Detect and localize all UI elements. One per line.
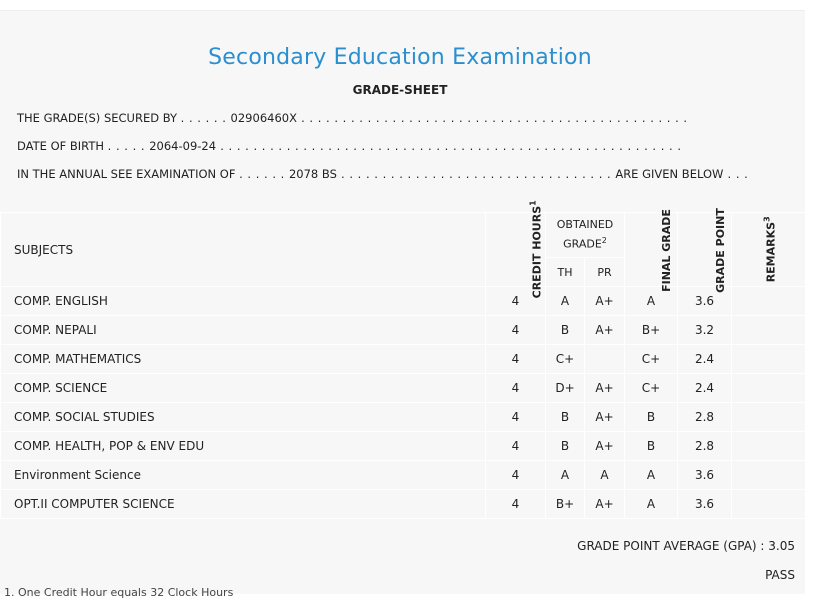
remarks-cell (732, 374, 806, 403)
grade-point-cell: 2.8 (678, 403, 732, 432)
secured-by-line: THE GRADE(S) SECURED BY . . . . . . 02906460X . . . . . . . . . . . . . . . . . . . . . . . . . . . . . . . . . . . . . . . . . . . . . . . (17, 111, 688, 125)
secured-by-label: THE GRADE(S) SECURED BY (17, 111, 178, 125)
final-grade-cell: A (625, 287, 678, 316)
th-grade-cell: B (546, 432, 585, 461)
exam-suffix: ARE GIVEN BELOW (615, 167, 724, 181)
grade-point-cell: 3.2 (678, 316, 732, 345)
gpa-line (577, 539, 795, 553)
th-grade-cell: A (546, 287, 585, 316)
table-row (1, 316, 806, 345)
subjects-header: SUBJECTS (1, 213, 486, 287)
dob-value: 2064-09-24 (149, 139, 217, 153)
remarks-cell (732, 432, 806, 461)
gpa-label: GRADE POINT AVERAGE (GPA) : (577, 539, 765, 553)
th-grade-cell: B (546, 316, 585, 345)
pr-grade-cell: A+ (585, 490, 625, 519)
credit-hours-header: CREDIT HOURS$^1$ (486, 213, 546, 287)
table-row (1, 403, 806, 432)
dob-label: DATE OF BIRTH (17, 139, 105, 153)
pr-grade-cell: A+ (585, 403, 625, 432)
credit-cell: 4 (486, 374, 546, 403)
th-header: TH (546, 258, 585, 287)
final-grade-cell: B (625, 403, 678, 432)
pr-grade-cell: A+ (585, 432, 625, 461)
grade-point-header: GRADE POINT (678, 213, 732, 287)
table-row (1, 374, 806, 403)
subject-cell: COMP. HEALTH, POP & ENV EDU (1, 432, 486, 461)
subject-cell: OPT.II COMPUTER SCIENCE (1, 490, 486, 519)
grade-point-cell: 3.6 (678, 287, 732, 316)
grades-table (0, 199, 806, 519)
credit-cell: 4 (486, 287, 546, 316)
pr-grade-cell (585, 345, 625, 374)
credit-cell: 4 (486, 316, 546, 345)
pr-header: PR (585, 258, 625, 287)
exam-title: Secondary Education Examination (208, 45, 592, 70)
credit-cell: 4 (486, 345, 546, 374)
grade-point-cell: 3.6 (678, 490, 732, 519)
remarks-cell (732, 316, 806, 345)
subject-cell: Environment Science (1, 461, 486, 490)
grade-point-cell: 3.6 (678, 461, 732, 490)
subject-cell: COMP. SCIENCE (1, 374, 486, 403)
table-row (1, 432, 806, 461)
remarks-cell (732, 287, 806, 316)
final-grade-header: FINAL GRADE (625, 213, 678, 287)
th-grade-cell: B (546, 403, 585, 432)
symbol-number: 02906460X (230, 111, 297, 125)
remarks-cell (732, 345, 806, 374)
exam-line: IN THE ANNUAL SEE EXAMINATION OF . . . . . . 2078 BS . . . . . . . . . . . . . . . . . . . . . . . . . . . . . . . . . ARE GIVEN BELOW . . . (17, 167, 749, 181)
pr-grade-cell: A+ (585, 374, 625, 403)
remarks-header: REMARKS$^3$ (732, 213, 806, 287)
subject-cell: COMP. MATHEMATICS (1, 345, 486, 374)
final-grade-cell: B+ (625, 316, 678, 345)
credit-cell: 4 (486, 461, 546, 490)
remarks-cell (732, 461, 806, 490)
pr-grade-cell: A (585, 461, 625, 490)
credit-cell: 4 (486, 403, 546, 432)
subject-cell: COMP. SOCIAL STUDIES (1, 403, 486, 432)
th-grade-cell: B+ (546, 490, 585, 519)
grade-point-cell: 2.4 (678, 345, 732, 374)
obtained-grade-header: OBTAINED GRADE$^2$ (546, 213, 625, 258)
result-status: PASS (765, 568, 795, 582)
sheet-title: GRADE-SHEET (352, 83, 448, 97)
grade-sheet (0, 10, 805, 594)
exam-year: 2078 BS (288, 167, 337, 181)
pr-grade-cell: A+ (585, 287, 625, 316)
gpa-value: 3.05 (768, 539, 795, 553)
table-row (1, 490, 806, 519)
table-row (1, 345, 806, 374)
final-grade-cell: A (625, 490, 678, 519)
remarks-cell (732, 403, 806, 432)
table-row (1, 287, 806, 316)
subject-cell: COMP. NEPALI (1, 316, 486, 345)
table-row (1, 461, 806, 490)
remarks-cell (732, 490, 806, 519)
credit-cell: 4 (486, 490, 546, 519)
th-grade-cell: C+ (546, 345, 585, 374)
final-grade-cell: C+ (625, 374, 678, 403)
exam-label: IN THE ANNUAL SEE EXAMINATION OF (17, 167, 236, 181)
subject-cell: COMP. ENGLISH (1, 287, 486, 316)
footnote: 1. One Credit Hour equals 32 Clock Hours (4, 586, 234, 599)
grade-point-cell: 2.4 (678, 374, 732, 403)
final-grade-cell: C+ (625, 345, 678, 374)
dob-line: DATE OF BIRTH . . . . . 2064-09-24 . . . . . . . . . . . . . . . . . . . . . . . . . . . . . . . . . . . . . . . . . . . . . . . . . . . . . . . . (17, 139, 682, 153)
credit-cell: 4 (486, 432, 546, 461)
final-grade-cell: B (625, 432, 678, 461)
th-grade-cell: A (546, 461, 585, 490)
final-grade-cell: A (625, 461, 678, 490)
grade-point-cell: 2.8 (678, 432, 732, 461)
th-grade-cell: D+ (546, 374, 585, 403)
pr-grade-cell: A+ (585, 316, 625, 345)
